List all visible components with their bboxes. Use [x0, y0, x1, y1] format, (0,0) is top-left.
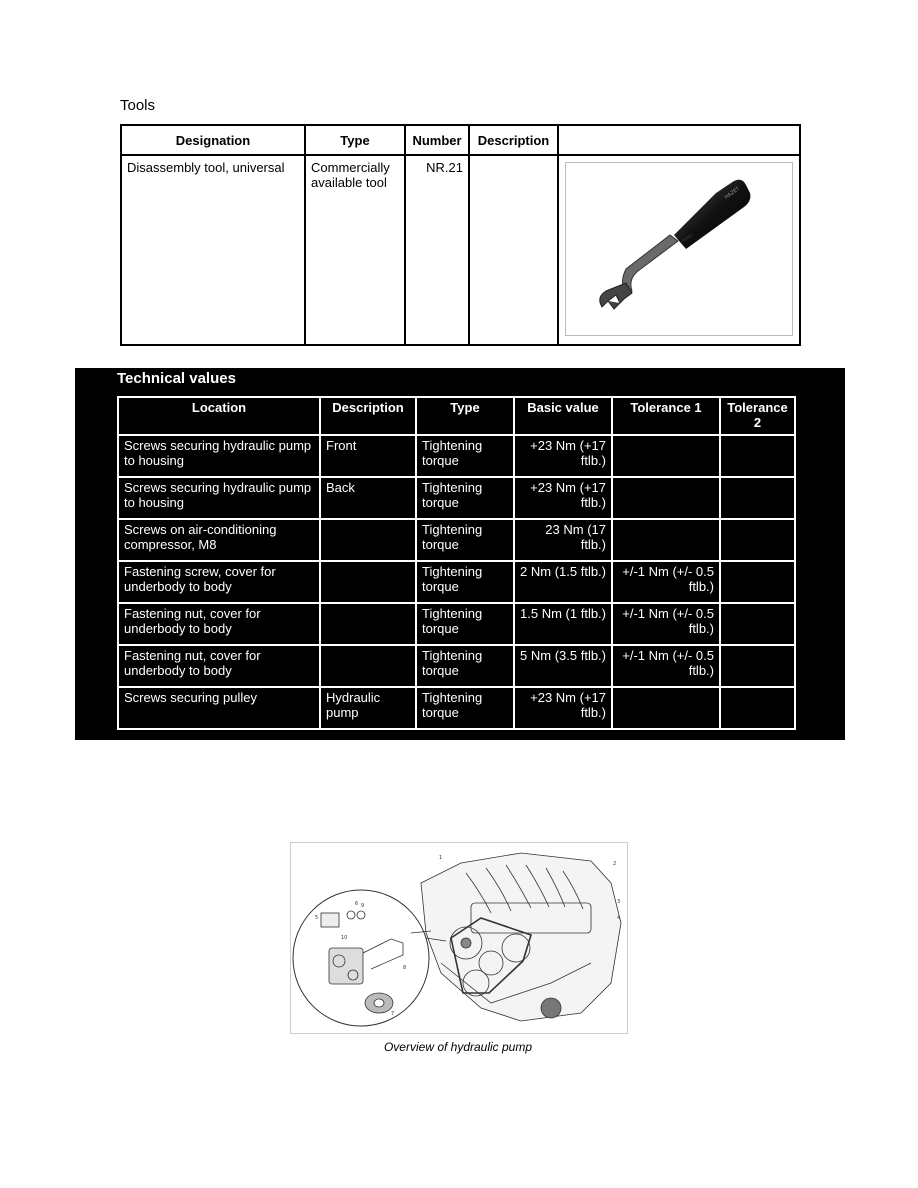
header-tolerance-1: Tolerance 1: [612, 397, 720, 435]
cell-description: [320, 561, 416, 603]
tech-header-row: [118, 397, 795, 435]
tools-table: [120, 124, 801, 346]
callout-label: 6: [355, 901, 359, 907]
cell-type: Tightening torque: [416, 519, 514, 561]
tool-type: Commercially available tool: [305, 155, 405, 345]
cell-tolerance-2: [720, 687, 795, 729]
callout-label: 3: [617, 899, 621, 905]
cell-tolerance-1: +/-1 Nm (+/- 0.5 ftlb.): [612, 645, 720, 687]
cell-basic-value: +23 Nm (+17 ftlb.): [514, 477, 612, 519]
hydraulic-pump-figure: [290, 842, 628, 1034]
figure-caption: Overview of hydraulic pump: [383, 1040, 533, 1054]
tool-image-cell: [558, 155, 800, 345]
header-number: Number: [405, 125, 469, 155]
cell-location: Fastening nut, cover for underbody to body: [118, 645, 320, 687]
table-row: [118, 603, 795, 645]
cell-location: Screws on air-conditioning compressor, M8: [118, 519, 320, 561]
cell-description: Front: [320, 435, 416, 477]
callout-label: 7: [391, 1011, 395, 1017]
header-type: Type: [305, 125, 405, 155]
cell-type: Tightening torque: [416, 477, 514, 519]
tool-description: [469, 155, 558, 345]
cell-basic-value: 2 Nm (1.5 ftlb.): [514, 561, 612, 603]
cell-location: Fastening screw, cover for underbody to body: [118, 561, 320, 603]
table-row: [118, 519, 795, 561]
tool-image: [565, 162, 793, 336]
table-row: [118, 435, 795, 477]
technical-values-panel: [75, 368, 845, 740]
cell-description: [320, 603, 416, 645]
callout-label: 1: [439, 855, 443, 861]
cell-type: Tightening torque: [416, 687, 514, 729]
cell-tolerance-1: [612, 435, 720, 477]
cell-basic-value: +23 Nm (+17 ftlb.): [514, 435, 612, 477]
cell-description: Back: [320, 477, 416, 519]
tools-title: Tools: [120, 97, 156, 114]
cell-type: Tightening torque: [416, 435, 514, 477]
header-location: Location: [118, 397, 320, 435]
cell-location: Screws securing hydraulic pump to housing: [118, 477, 320, 519]
cell-tolerance-1: +/-1 Nm (+/- 0.5 ftlb.): [612, 603, 720, 645]
technical-values-title: Technical values: [117, 370, 236, 387]
callout-label: 4: [617, 915, 621, 921]
cell-tolerance-2: [720, 561, 795, 603]
cell-basic-value: +23 Nm (+17 ftlb.): [514, 687, 612, 729]
callout-label: 8: [403, 965, 407, 971]
callout-label: 9: [361, 903, 365, 909]
header-type: Type: [416, 397, 514, 435]
cell-location: Screws securing hydraulic pump to housing: [118, 435, 320, 477]
table-row: [118, 645, 795, 687]
technical-values-table: [117, 396, 796, 730]
cell-description: [320, 645, 416, 687]
cell-description: Hydraulic pump: [320, 687, 416, 729]
cell-tolerance-1: +/-1 Nm (+/- 0.5 ftlb.): [612, 561, 720, 603]
cell-basic-value: 5 Nm (3.5 ftlb.): [514, 645, 612, 687]
header-designation: Designation: [121, 125, 305, 155]
header-description: Description: [320, 397, 416, 435]
table-row: [118, 561, 795, 603]
callout-label: 2: [613, 861, 617, 867]
cell-tolerance-2: [720, 477, 795, 519]
header-tolerance-2: Tolerance 2: [720, 397, 795, 435]
cell-tolerance-2: [720, 603, 795, 645]
cell-type: Tightening torque: [416, 645, 514, 687]
cell-description: [320, 519, 416, 561]
cell-basic-value: 1.5 Nm (1 ftlb.): [514, 603, 612, 645]
tool-designation: Disassembly tool, universal: [121, 155, 305, 345]
callout-label: 10: [341, 935, 348, 941]
trim-removal-tool-icon: [566, 163, 792, 335]
cell-tolerance-2: [720, 645, 795, 687]
cell-tolerance-1: [612, 477, 720, 519]
engine-diagram-icon: [291, 843, 627, 1033]
svg-text:HAZET: HAZET: [723, 186, 741, 201]
cell-tolerance-2: [720, 519, 795, 561]
header-description: Description: [469, 125, 558, 155]
callout-label: 5: [315, 915, 319, 921]
table-row: [118, 477, 795, 519]
cell-type: Tightening torque: [416, 561, 514, 603]
cell-tolerance-1: [612, 519, 720, 561]
header-basic-value: Basic value: [514, 397, 612, 435]
cell-location: Screws securing pulley: [118, 687, 320, 729]
table-row: [118, 687, 795, 729]
cell-location: Fastening nut, cover for underbody to body: [118, 603, 320, 645]
cell-type: Tightening torque: [416, 603, 514, 645]
tool-number: NR.21: [405, 155, 469, 345]
cell-tolerance-2: [720, 435, 795, 477]
table-row: [121, 155, 800, 345]
header-image: [558, 125, 800, 155]
tools-header-row: [121, 125, 800, 155]
cell-tolerance-1: [612, 687, 720, 729]
cell-basic-value: 23 Nm (17 ftlb.): [514, 519, 612, 561]
